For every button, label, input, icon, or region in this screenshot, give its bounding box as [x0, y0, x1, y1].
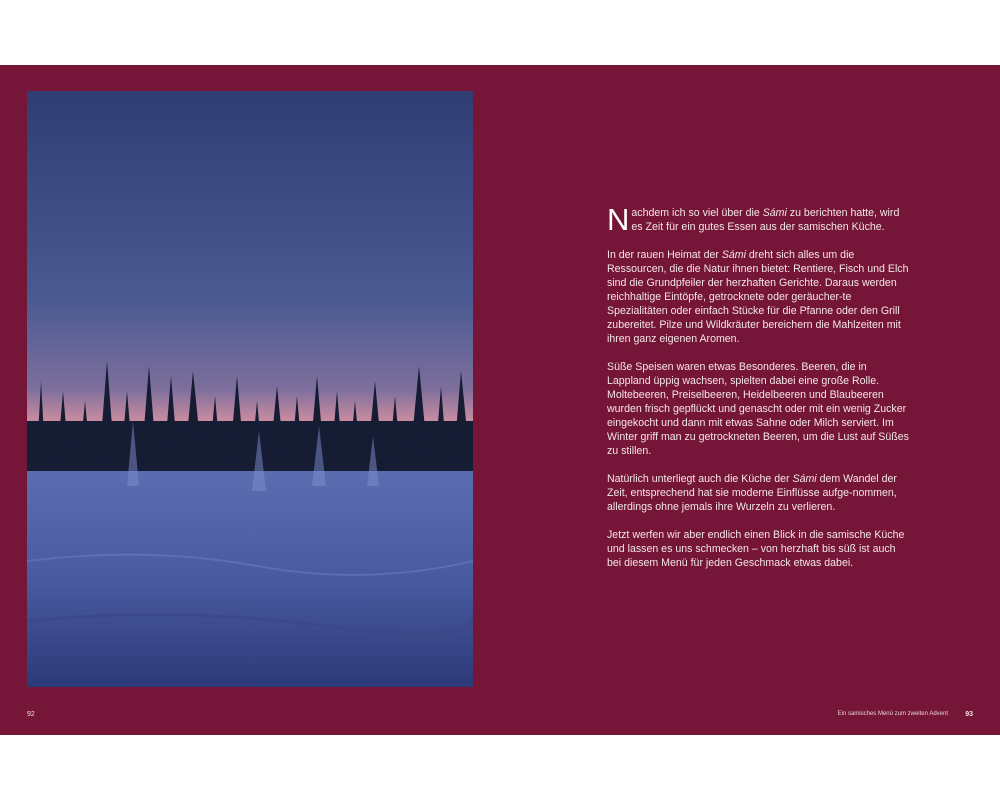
paragraph-1: Nachdem ich so viel über die Sámi zu berichten hatte, wird es Zeit für ein gutes Essen aus der samischen Küche. [607, 202, 900, 237]
paragraph-4: Natürlich unterliegt auch die Küche der Sámi dem Wandel der Zeit, entsprechend hat sie moderne Einflüsse aufge-nommen, allerdings ohne jemals ihre Wurzeln zu verlieren. [607, 473, 897, 513]
page-number-right: 93 [965, 711, 973, 718]
book-spread [0, 65, 1000, 735]
snowy-forest-dusk-photo [27, 91, 473, 687]
running-head: Ein samisches Menü zum zweiten Advent [837, 711, 948, 717]
page-number-left: 92 [27, 711, 35, 718]
article-text [607, 202, 909, 584]
paragraph-3: Süße Speisen waren etwas Besonderes. Beeren, die in Lappland üppig wachsen, spielten dabei eine große Rolle. Moltebeeren, Preiselbeeren, Heidelbeeren und Blaubeeren wurden frisch gepflückt und genascht oder mit ein wenig Zucker eingekocht und dann mit etwas Sahne oder Milch serviert. Im Winter griff man zu getrockneten Beeren, um die Lust auf Süßes zu stillen. [607, 361, 909, 457]
paragraph-5: Jetzt werfen wir aber endlich einen Blick in die samische Küche und lassen es uns schmecken – von herzhaft bis süß ist auch bei diesem Menü für jeden Geschmack etwas dabei. [607, 529, 905, 569]
paragraph-2: In der rauen Heimat der Sámi dreht sich alles um die Ressourcen, die die Natur ihnen bietet: Rentiere, Fisch und Elch sind die Grundpfeiler der herzhaften Gerichte. Daraus werden reichhaltige Eintöpfe, getrocknete oder geräucher-te Spezialitäten oder einfach Stücke für die Pfanne oder den Grill zubereitet. Pilze und Wildkräuter bereichern die Mahlzeiten mit ihren ganz eigenen Aromen. [607, 249, 909, 345]
drop-cap: N [607, 202, 630, 237]
